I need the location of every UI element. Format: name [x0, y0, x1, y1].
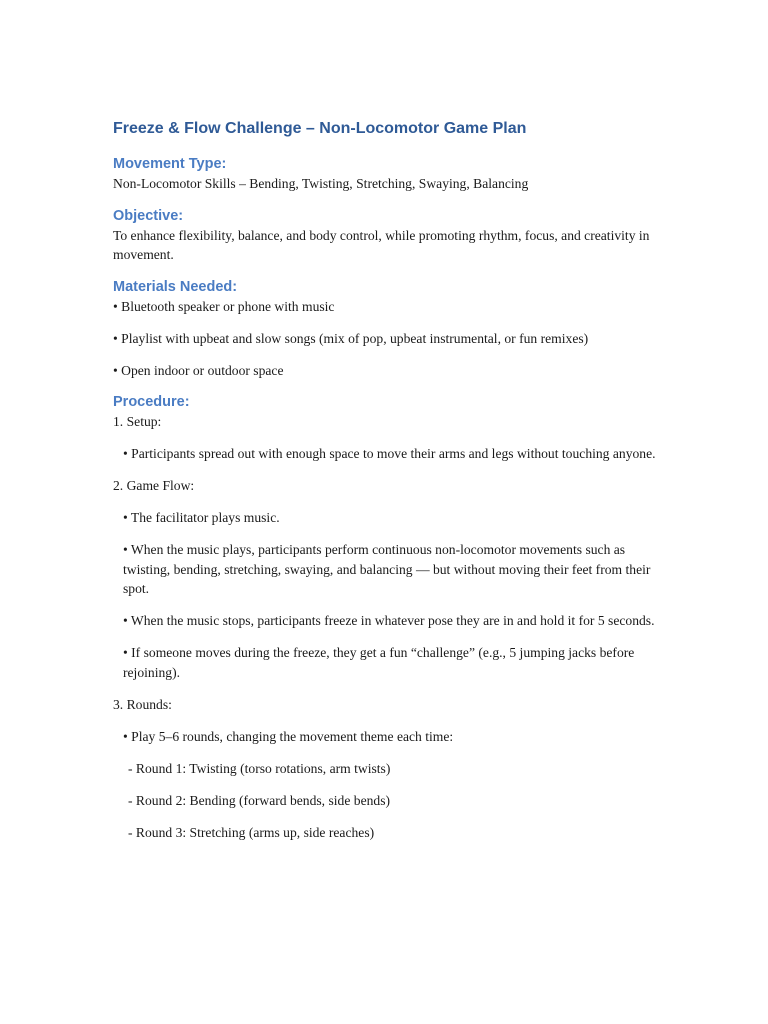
game-flow-item: • If someone moves during the freeze, they get a fun “challenge” (e.g., 5 jumping jacks before rejoining).: [123, 645, 635, 680]
round-item: - Round 3: Stretching (arms up, side reaches): [128, 824, 375, 840]
game-flow-label: 2. Game Flow:: [113, 478, 195, 493]
setup-label: 1. Setup:: [113, 414, 162, 429]
document-title: Freeze & Flow Challenge – Non-Locomotor Game Plan: [113, 120, 527, 137]
rounds-intro: • Play 5–6 rounds, changing the movement theme each time:: [123, 728, 454, 744]
materials-item: • Open indoor or outdoor space: [113, 362, 284, 378]
setup-item: • Participants spread out with enough space to move their arms and legs without touching anyone.: [123, 446, 656, 461]
round-item: - Round 1: Twisting (torso rotations, arm twists): [128, 760, 391, 776]
objective-section: [113, 206, 658, 265]
movement-type-section: [113, 154, 658, 194]
procedure-section: [113, 392, 658, 842]
objective-text: To enhance flexibility, balance, and body control, while promoting rhythm, focus, and creativity in movement.: [113, 227, 650, 262]
document-page: [113, 118, 658, 855]
rounds-label: 3. Rounds:: [113, 696, 172, 712]
materials-item: • Playlist with upbeat and slow songs (mix of pop, upbeat instrumental, or fun remixes): [113, 330, 589, 346]
round-item: - Round 2: Bending (forward bends, side bends): [128, 792, 391, 808]
game-flow-item: • When the music plays, participants perform continuous non-locomotor movements such as twisting, bending, stretching, swaying, and balancing — but without moving their feet from their spot.: [123, 542, 651, 596]
procedure-heading: Procedure:: [113, 394, 190, 410]
game-flow-item: • The facilitator plays music.: [123, 510, 280, 525]
game-flow-item: • When the music stops, participants freeze in whatever pose they are in and hold it for 5 seconds.: [123, 613, 655, 628]
movement-type-text: Non-Locomotor Skills – Bending, Twisting, Stretching, Swaying, Balancing: [113, 176, 529, 191]
materials-item: • Bluetooth speaker or phone with music: [113, 298, 335, 314]
objective-heading: Objective:: [113, 207, 184, 224]
movement-type-heading: Movement Type:: [113, 156, 227, 172]
materials-heading: Materials Needed:: [113, 278, 238, 295]
materials-section: [113, 277, 658, 381]
